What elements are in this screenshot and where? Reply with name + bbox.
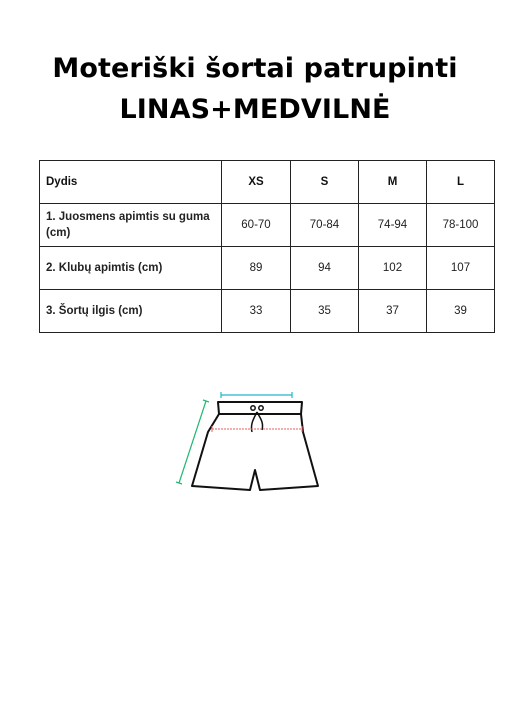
hips-measure-line [212, 426, 302, 432]
page-title: Moteriški šortai patrupinti [52, 53, 458, 84]
table-cell: 60-70 [222, 204, 291, 247]
table-cell: 102 [359, 247, 427, 290]
header-size-xs: XS [222, 161, 291, 204]
table-cell: 33 [222, 290, 291, 333]
table-row [40, 290, 495, 333]
table-cell: 74-94 [359, 204, 427, 247]
table-cell: 107 [427, 247, 495, 290]
table-row [40, 247, 495, 290]
table-cell: 70-84 [291, 204, 359, 247]
table-row [40, 204, 495, 247]
page-subtitle: LINAS+MEDVILNĖ [119, 94, 391, 125]
header-size-s: S [291, 161, 359, 204]
size-chart-table [39, 160, 495, 333]
table-cell: 39 [427, 290, 495, 333]
header-size-label: Dydis [40, 161, 222, 204]
table-cell: 78-100 [427, 204, 495, 247]
row-label-waist: 1. Juosmens apimtis su guma (cm) [40, 204, 222, 247]
row-label-length: 3. Šortų ilgis (cm) [40, 290, 222, 333]
table-cell: 94 [291, 247, 359, 290]
waist-measure-line [221, 392, 292, 398]
shorts-measurement-icon [170, 388, 340, 513]
header-size-m: M [359, 161, 427, 204]
row-label-hips: 2. Klubų apimtis (cm) [40, 247, 222, 290]
header-size-l: L [427, 161, 495, 204]
table-cell: 89 [222, 247, 291, 290]
table-header-row [40, 161, 495, 204]
table-cell: 37 [359, 290, 427, 333]
table-cell: 35 [291, 290, 359, 333]
